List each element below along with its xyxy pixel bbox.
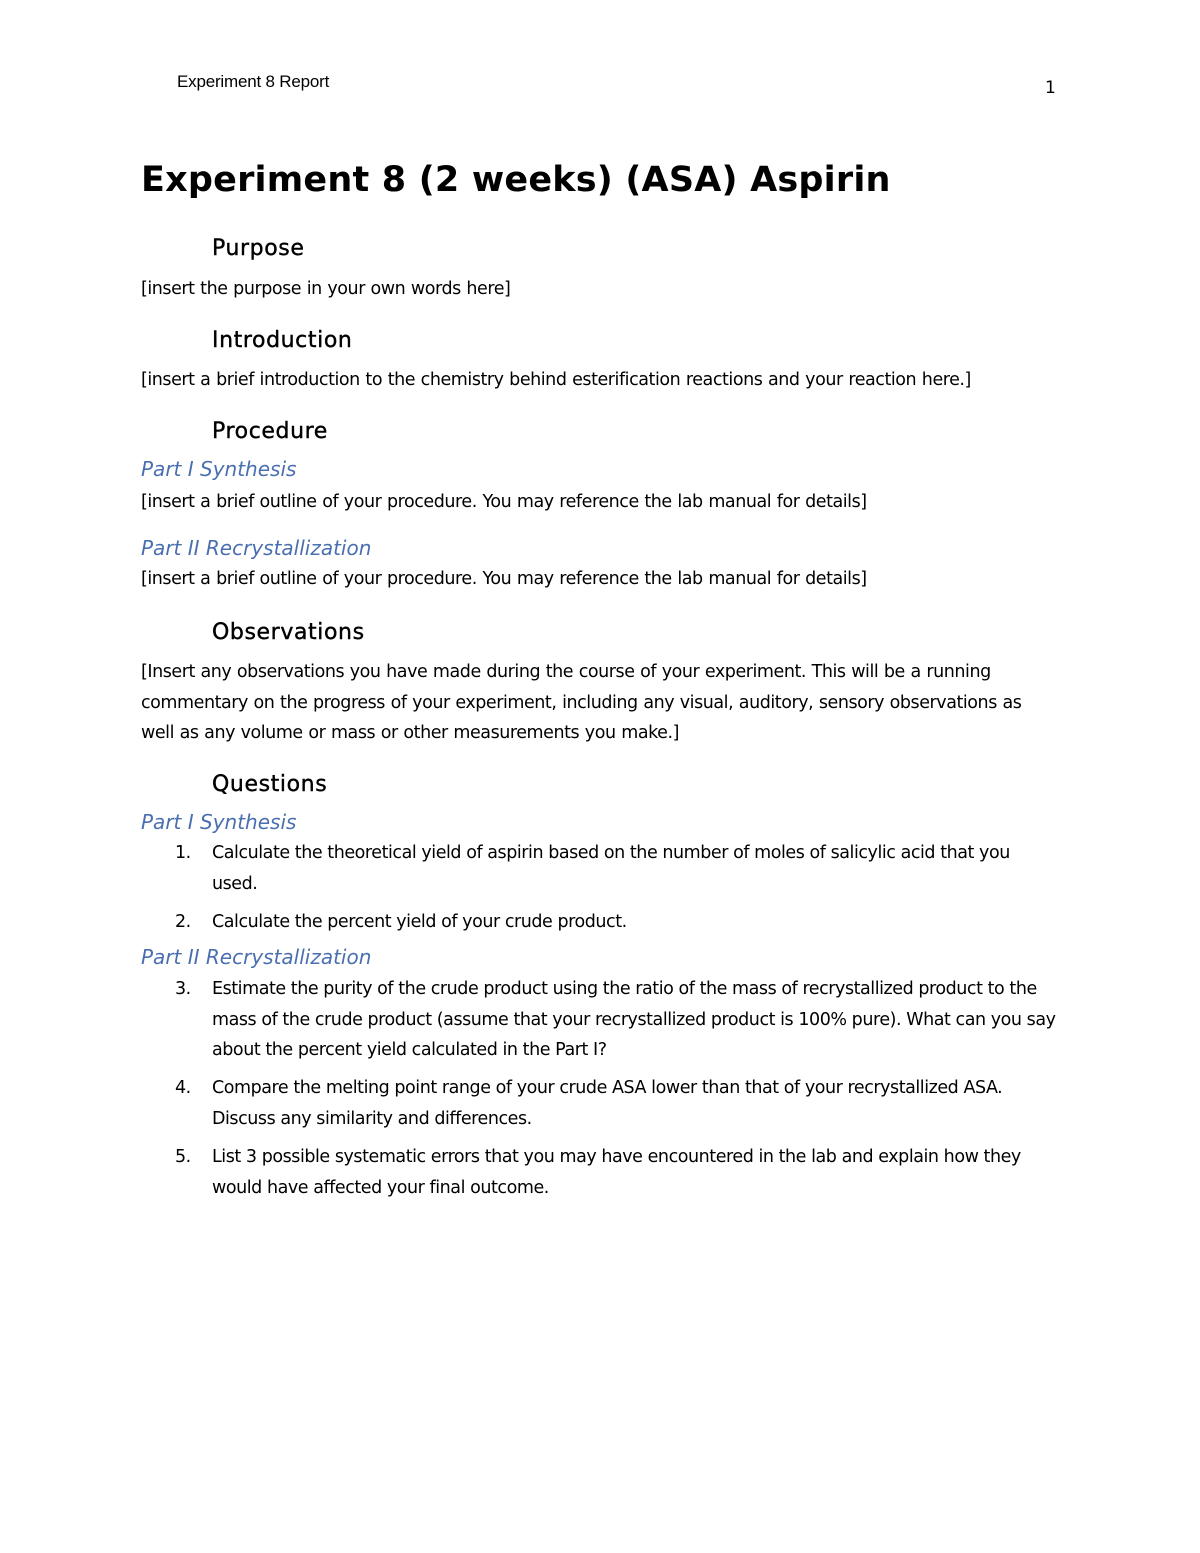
- procedure-part1-text: [insert a brief outline of your procedure. You may reference the lab manual for details]: [141, 492, 867, 512]
- questions-part2-heading: Part II Recrystallization: [141, 945, 372, 969]
- question-text: Compare the melting point range of your crude ASA lower than that of your recrystallized ASA. Discuss any similarity and differences.: [212, 1078, 1003, 1129]
- introduction-text: [insert a brief introduction to the chemistry behind esterification reactions and your reaction here.]: [141, 370, 971, 390]
- running-header-title: Experiment 8 Report: [177, 72, 330, 91]
- procedure-part2-heading: Part II Recrystallization: [141, 536, 372, 560]
- procedure-heading: Procedure: [212, 419, 328, 444]
- introduction-heading: Introduction: [212, 328, 353, 353]
- question-number: 1.: [175, 843, 191, 863]
- observations-text: [Insert any observations you have made during the course of your experiment. This will be a running commentary on the progress of your experiment, including any visual, auditory, sensory observations as well as any volume or mass or other measurements you make.]: [141, 662, 1022, 743]
- question-text: List 3 possible systematic errors that you may have encountered in the lab and explain how they would have affected your final outcome.: [212, 1147, 1021, 1198]
- procedure-part2-text: [insert a brief outline of your procedure. You may reference the lab manual for details]: [141, 569, 867, 589]
- observations-heading: Observations: [212, 620, 365, 645]
- question-number: 3.: [175, 979, 191, 999]
- questions-heading: Questions: [212, 772, 328, 797]
- purpose-heading: Purpose: [212, 236, 305, 261]
- purpose-text: [insert the purpose in your own words here]: [141, 279, 511, 299]
- procedure-part1-heading: Part I Synthesis: [141, 457, 297, 481]
- question-number: 2.: [175, 912, 191, 932]
- question-number: 5.: [175, 1147, 191, 1167]
- question-text: Calculate the percent yield of your crude product.: [212, 912, 627, 932]
- question-text: Calculate the theoretical yield of aspirin based on the number of moles of salicylic acid that you used.: [212, 843, 1010, 894]
- question-number: 4.: [175, 1078, 191, 1098]
- page-number: 1: [1045, 78, 1056, 98]
- document-title: Experiment 8 (2 weeks) (ASA) Aspirin: [141, 160, 891, 200]
- question-text: Estimate the purity of the crude product using the ratio of the mass of recrystallized product to the mass of the crude product (assume that your recrystallized product is 100% pure). What can you say about the percent yield calculated in the Part I?: [212, 979, 1056, 1060]
- questions-part1-heading: Part I Synthesis: [141, 810, 297, 834]
